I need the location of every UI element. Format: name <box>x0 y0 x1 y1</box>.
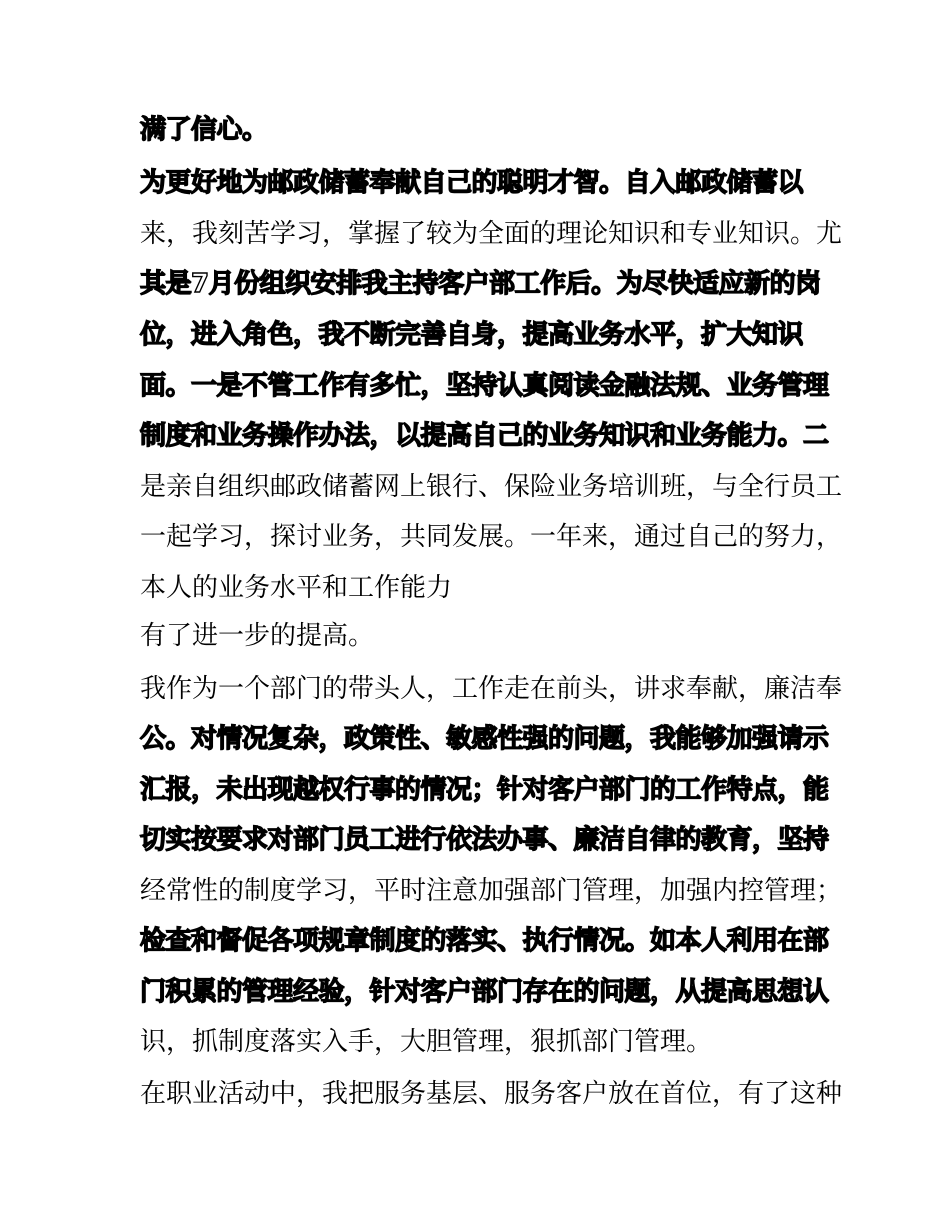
text-line-3: 来，我刻苦学习，掌握了较为全面的理论知识和专业知识。尤 <box>140 219 843 249</box>
text-line-4: 其是7月份组织安排我主持客户部工作后。为尽快适应新的岗 <box>140 269 821 299</box>
text-line-12: 我作为一个部门的带头人，工作走在前头，讲求奉献，廉洁奉 <box>140 674 843 704</box>
text-line-13: 公。对情况复杂，政策性、敏感性强的问题，我能够加强请示 <box>140 724 829 754</box>
text-line-17: 检查和督促各项规章制度的落实、执行情况。如本人利用在部 <box>140 926 829 956</box>
text-line-11: 有了进一步的提高。 <box>140 621 375 651</box>
text-line-16: 经常性的制度学习，平时注意加强部门管理，加强内控管理； <box>140 876 843 906</box>
text-line-14: 汇报，未出现越权行事的情况；针对客户部门的工作特点，能 <box>140 775 829 805</box>
text-line-10: 本人的业务水平和工作能力 <box>140 573 453 603</box>
text-line-15: 切实按要求对部门员工进行依法办事、廉洁自律的教育，坚持 <box>140 825 829 855</box>
text-line-20: 在职业活动中，我把服务基层、服务客户放在首位，有了这种 <box>140 1079 843 1109</box>
text-line-2: 为更好地为邮政储蓄奉献自己的聪明才智。自入邮政储蓄以 <box>140 168 804 198</box>
text-line-18: 门积累的管理经验，针对客户部门存在的问题，从提高思想认 <box>140 977 829 1007</box>
text-line-1: 满了信心。 <box>140 115 268 145</box>
text-line-9: 一起学习，探讨业务，共同发展。一年来，通过自己的努力， <box>140 522 843 552</box>
text-line-5: 位，进入角色，我不断完善自身，提高业务水平，扩大知识 <box>140 320 804 350</box>
text-line-19: 识，抓制度落实入手，大胆管理，狠抓部门管理。 <box>140 1027 713 1057</box>
text-line-6: 面。一是不管工作有多忙，坚持认真阅读金融法规、业务管理 <box>140 371 829 401</box>
text-line-8: 是亲自组织邮政储蓄网上银行、保险业务培训班，与全行员工 <box>140 472 843 502</box>
text-line-7: 制度和业务操作办法，以提高自己的业务知识和业务能力。二 <box>140 421 829 451</box>
